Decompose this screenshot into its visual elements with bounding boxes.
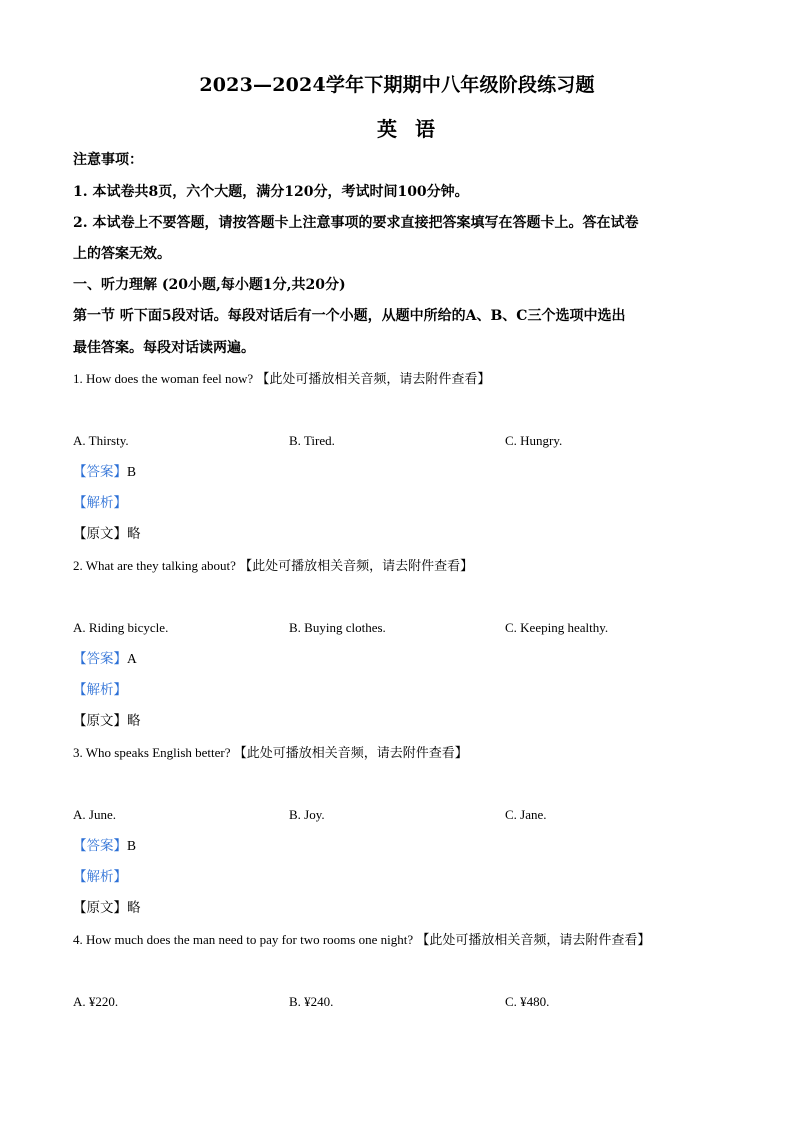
note-item: 2. 本试卷上不要答题，请按答题卡上注意事项的要求直接把答案填写在答题卡上。答在试卷 <box>73 215 639 231</box>
option-a: A. Thirsty. <box>73 433 129 448</box>
option-b: B. ¥240. <box>289 994 334 1009</box>
option-a: A. Riding bicycle. <box>73 620 169 635</box>
original-tag: 【原文】 <box>73 526 127 542</box>
question-stem: 4. How much does the man need to pay for two rooms one night? 【此处可播放相关音频，请去附件查看】 <box>73 932 651 947</box>
original-line <box>73 524 141 544</box>
analysis-tag: 【解析】 <box>73 682 127 698</box>
notes-heading: 注意事项： <box>73 152 143 168</box>
part-instruction-cont: 最佳答案。每段对话读两遍。 <box>73 340 255 356</box>
option-a: A. ¥220. <box>73 994 119 1009</box>
original-line <box>73 711 141 731</box>
analysis-tag: 【解析】 <box>73 869 127 885</box>
note-item: 1. 本试卷共8页，六个大题，满分120分，考试时间100分钟。 <box>73 184 469 200</box>
original-value: 略 <box>127 526 141 542</box>
option-c: C. ¥480. <box>505 994 550 1009</box>
answer-tag: 【答案】 <box>73 651 127 667</box>
analysis-line <box>73 493 127 513</box>
question-stem: 3. Who speaks English better? 【此处可播放相关音频，请去附件查看】 <box>73 745 468 760</box>
analysis-line <box>73 680 127 700</box>
question-stem: 1. How does the woman feel now? 【此处可播放相关音频，请去附件查看】 <box>73 371 491 386</box>
option-b: B. Buying clothes. <box>289 620 386 635</box>
option-c: C. Keeping healthy. <box>505 620 609 635</box>
answer-value: B <box>127 464 137 479</box>
option-b: B. Joy. <box>289 807 325 822</box>
answer-value: A <box>127 651 137 666</box>
option-c: C. Jane. <box>505 807 547 822</box>
question-stem: 2. What are they talking about? 【此处可播放相关音频，请去附件查看】 <box>73 558 474 573</box>
option-a: A. June. <box>73 807 116 822</box>
option-b: B. Tired. <box>289 433 335 448</box>
analysis-tag: 【解析】 <box>73 495 127 511</box>
original-value: 略 <box>127 900 141 916</box>
note-item: 上的答案无效。 <box>73 246 171 262</box>
answer-line <box>73 836 136 856</box>
original-value: 略 <box>127 713 141 729</box>
original-tag: 【原文】 <box>73 713 127 729</box>
answer-tag: 【答案】 <box>73 838 127 854</box>
section-title: 一、听力理解 (20小题,每小题1分,共20分) <box>73 277 346 293</box>
analysis-line <box>73 867 127 887</box>
original-tag: 【原文】 <box>73 900 127 916</box>
subject-title: 英语 <box>377 117 453 141</box>
original-line <box>73 898 141 918</box>
option-c: C. Hungry. <box>505 433 563 448</box>
answer-tag: 【答案】 <box>73 464 127 480</box>
exam-title: 2023—2024学年下期期中八年级阶段练习题 <box>199 74 595 96</box>
answer-value: B <box>127 838 137 853</box>
answer-line <box>73 462 136 482</box>
answer-line <box>73 649 137 669</box>
part-instruction: 第一节 听下面5段对话。每段对话后有一个小题，从题中所给的A、B、C三个选项中选出 <box>73 308 626 324</box>
